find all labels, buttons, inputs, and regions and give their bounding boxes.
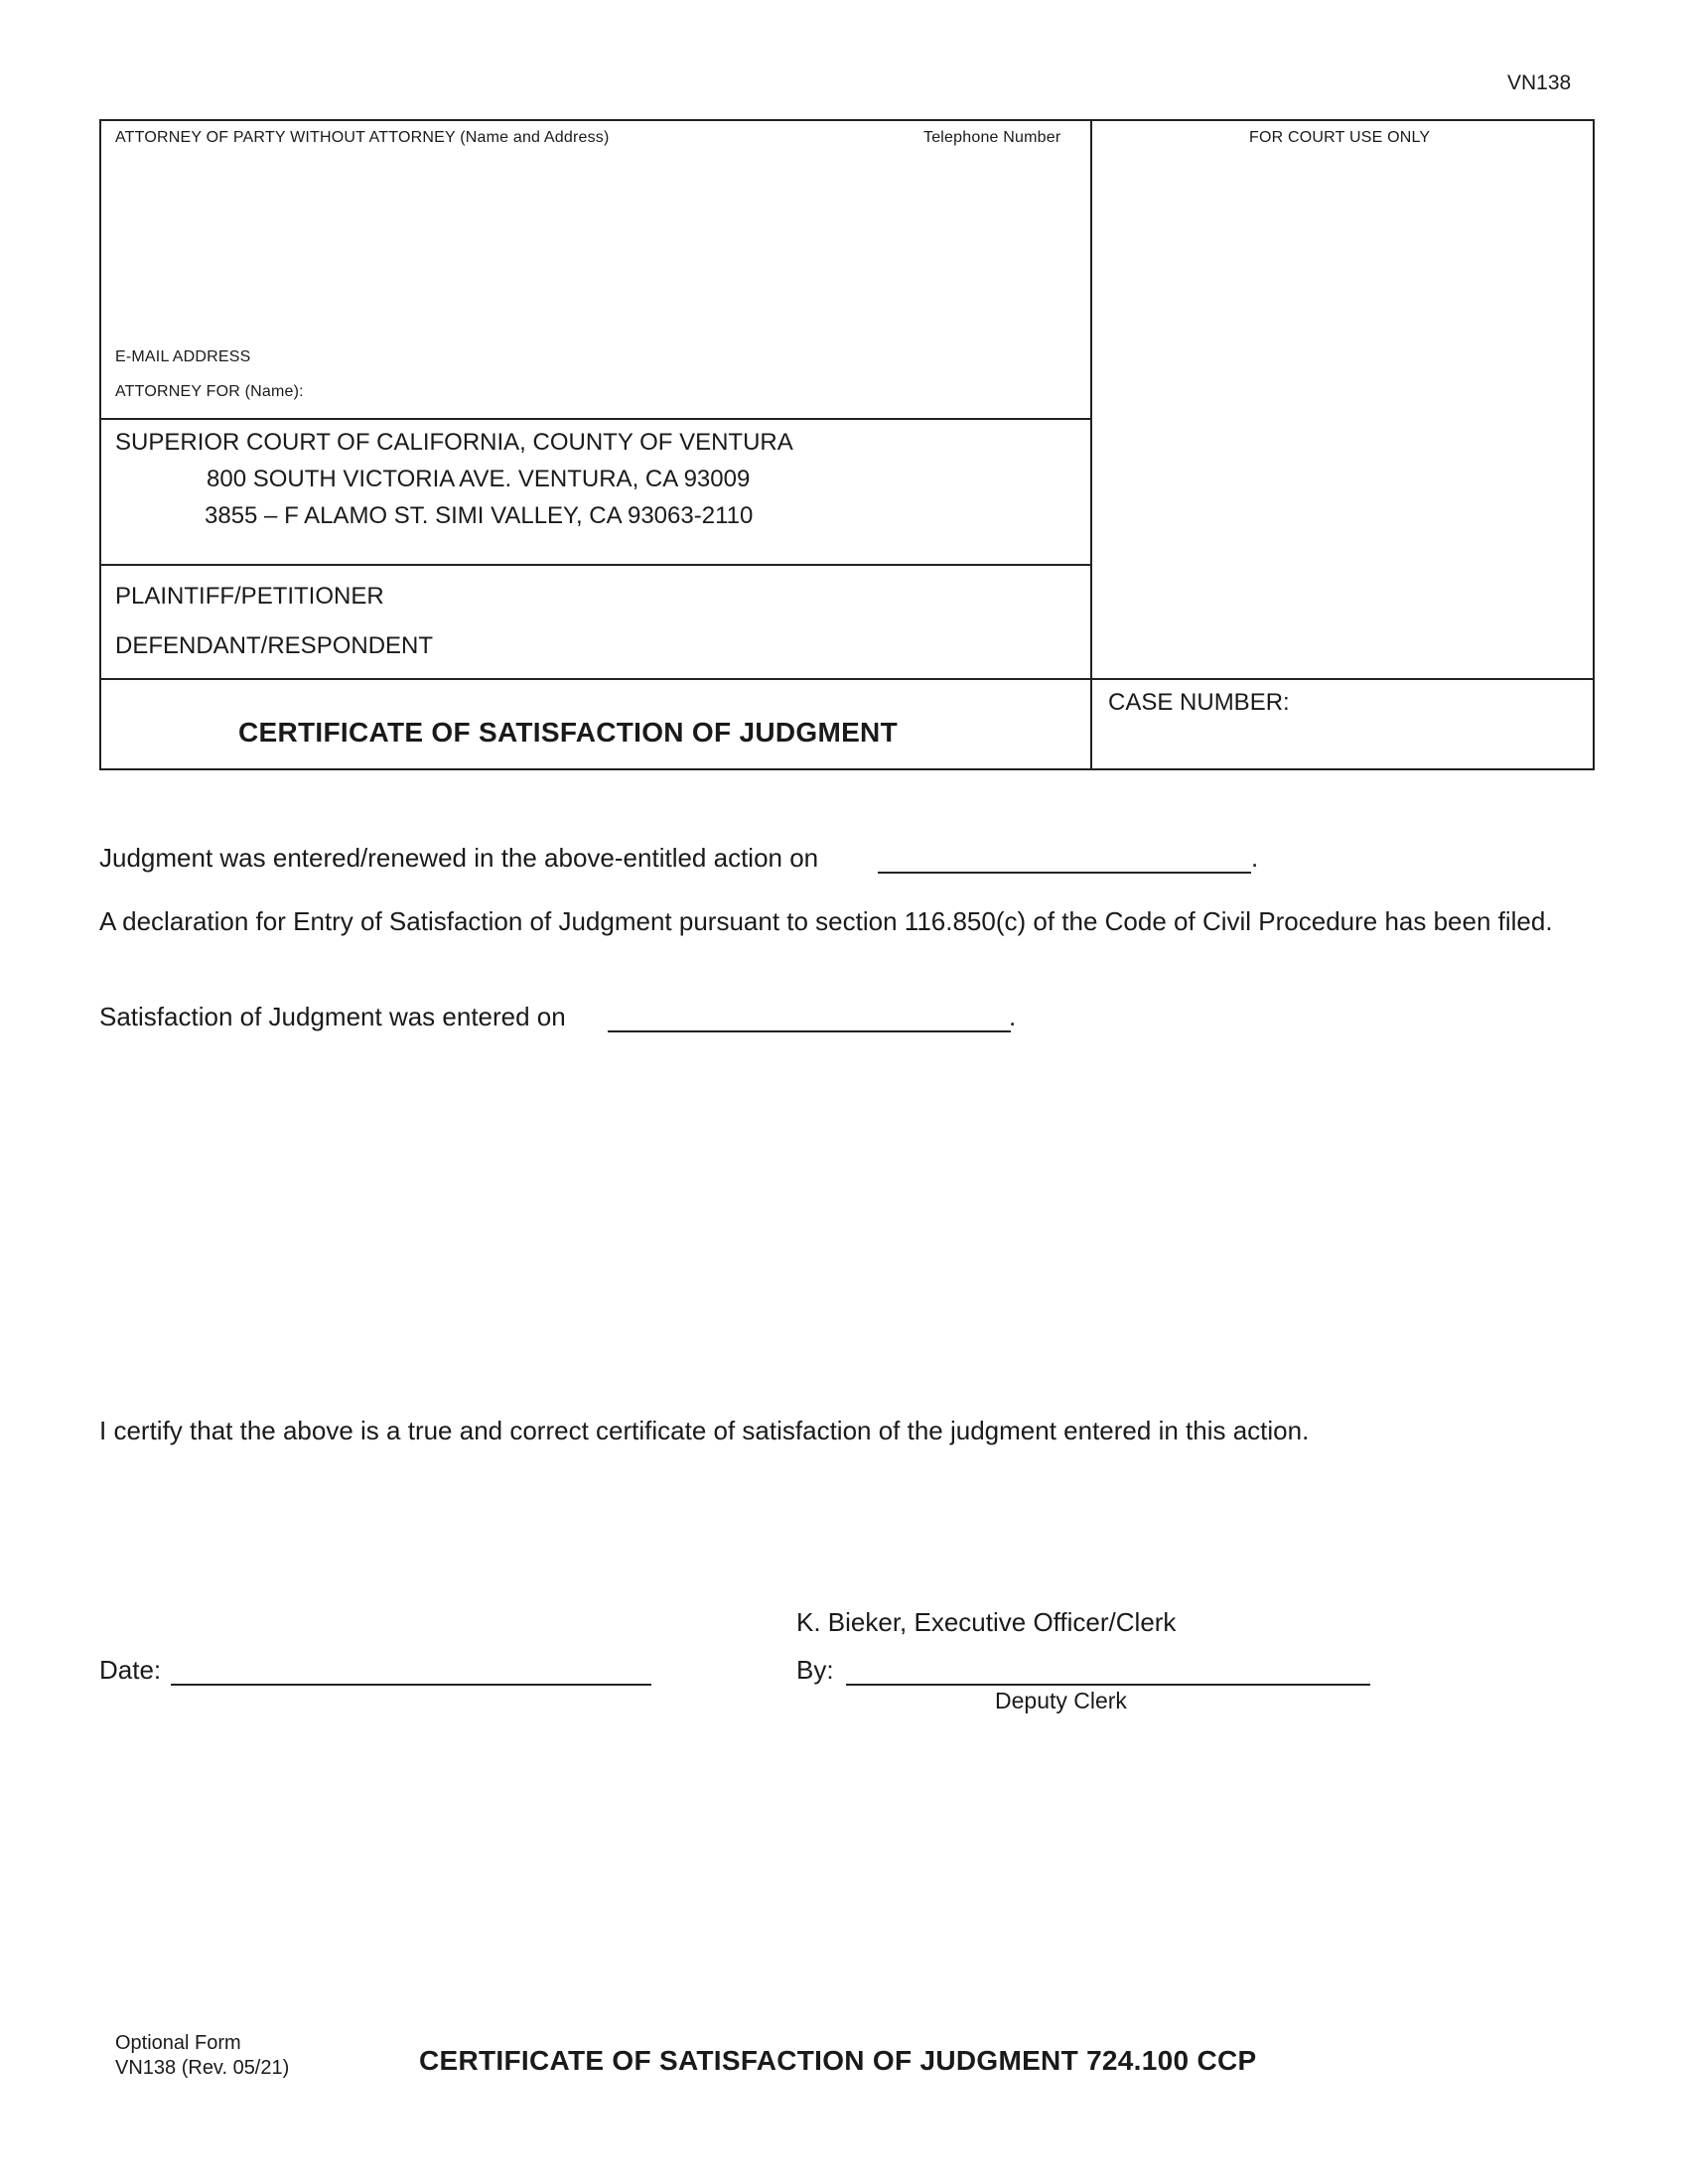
- court-address-simi-valley: 3855 – F ALAMO ST. SIMI VALLEY, CA 93063-2110: [205, 502, 754, 529]
- attorney-name-address-field[interactable]: [111, 155, 1074, 343]
- form-title: CERTIFICATE OF SATISFACTION OF JUDGMENT: [238, 717, 898, 748]
- date-signature-line[interactable]: [171, 1684, 651, 1686]
- attorney-for-field[interactable]: [316, 380, 1070, 404]
- plaintiff-field[interactable]: [417, 580, 1072, 610]
- attorney-for-label: ATTORNEY FOR (Name):: [115, 383, 304, 400]
- judgment-entered-text: Judgment was entered/renewed in the above-entitled action on: [99, 843, 819, 873]
- deputy-clerk-signature-line[interactable]: [846, 1684, 1370, 1686]
- court-use-label: FOR COURT USE ONLY: [1249, 129, 1431, 146]
- email-label: E-MAIL ADDRESS: [115, 348, 251, 365]
- date-label: Date:: [99, 1655, 162, 1685]
- defendant-field[interactable]: [457, 629, 1072, 659]
- declaration-text: A declaration for Entry of Satisfaction of Judgment pursuant to section 116.850(c) of the Code of Civil Procedure has been filed.: [99, 906, 1553, 936]
- attorney-section-divider: [99, 418, 1091, 420]
- footer-title: CERTIFICATE OF SATISFACTION OF JUDGMENT 724.100 CCP: [419, 2045, 1257, 2076]
- court-address-ventura: 800 SOUTH VICTORIA AVE. VENTURA, CA 93009: [207, 466, 751, 492]
- deputy-clerk-label: Deputy Clerk: [995, 1688, 1127, 1713]
- email-field[interactable]: [258, 345, 1072, 369]
- by-label: By:: [796, 1655, 834, 1685]
- satisfaction-entered-text: Satisfaction of Judgment was entered on: [99, 1002, 566, 1031]
- judgment-entered-date-line[interactable]: [878, 872, 1251, 874]
- certify-text: I certify that the above is a true and correct certificate of satisfaction of the judgment entered in this action.: [99, 1416, 1310, 1445]
- plaintiff-label: PLAINTIFF/PETITIONER: [115, 583, 384, 610]
- court-section-divider: [99, 564, 1091, 566]
- court-name: SUPERIOR COURT OF CALIFORNIA, COUNTY OF VENTURA: [115, 429, 793, 456]
- case-number-field[interactable]: [1108, 723, 1581, 758]
- form-revision: VN138 (Rev. 05/21): [115, 2057, 290, 2079]
- court-use-area: [1096, 159, 1587, 670]
- satisfaction-entered-period: .: [1009, 1002, 1017, 1031]
- telephone-label: Telephone Number: [923, 129, 1061, 146]
- defendant-label: DEFENDANT/RESPONDENT: [115, 632, 434, 659]
- caption-divider: [1090, 119, 1092, 770]
- satisfaction-entered-date-line[interactable]: [608, 1030, 1011, 1032]
- judgment-entered-period: .: [1251, 843, 1259, 873]
- case-number-label: CASE NUMBER:: [1108, 689, 1290, 716]
- form-id: VN138: [1507, 71, 1572, 94]
- attorney-label: ATTORNEY OF PARTY WITHOUT ATTORNEY (Name and Address): [115, 129, 610, 146]
- clerk-name: K. Bieker, Executive Officer/Clerk: [796, 1607, 1177, 1637]
- title-section-divider: [99, 678, 1595, 680]
- optional-form-label: Optional Form: [115, 2032, 241, 2054]
